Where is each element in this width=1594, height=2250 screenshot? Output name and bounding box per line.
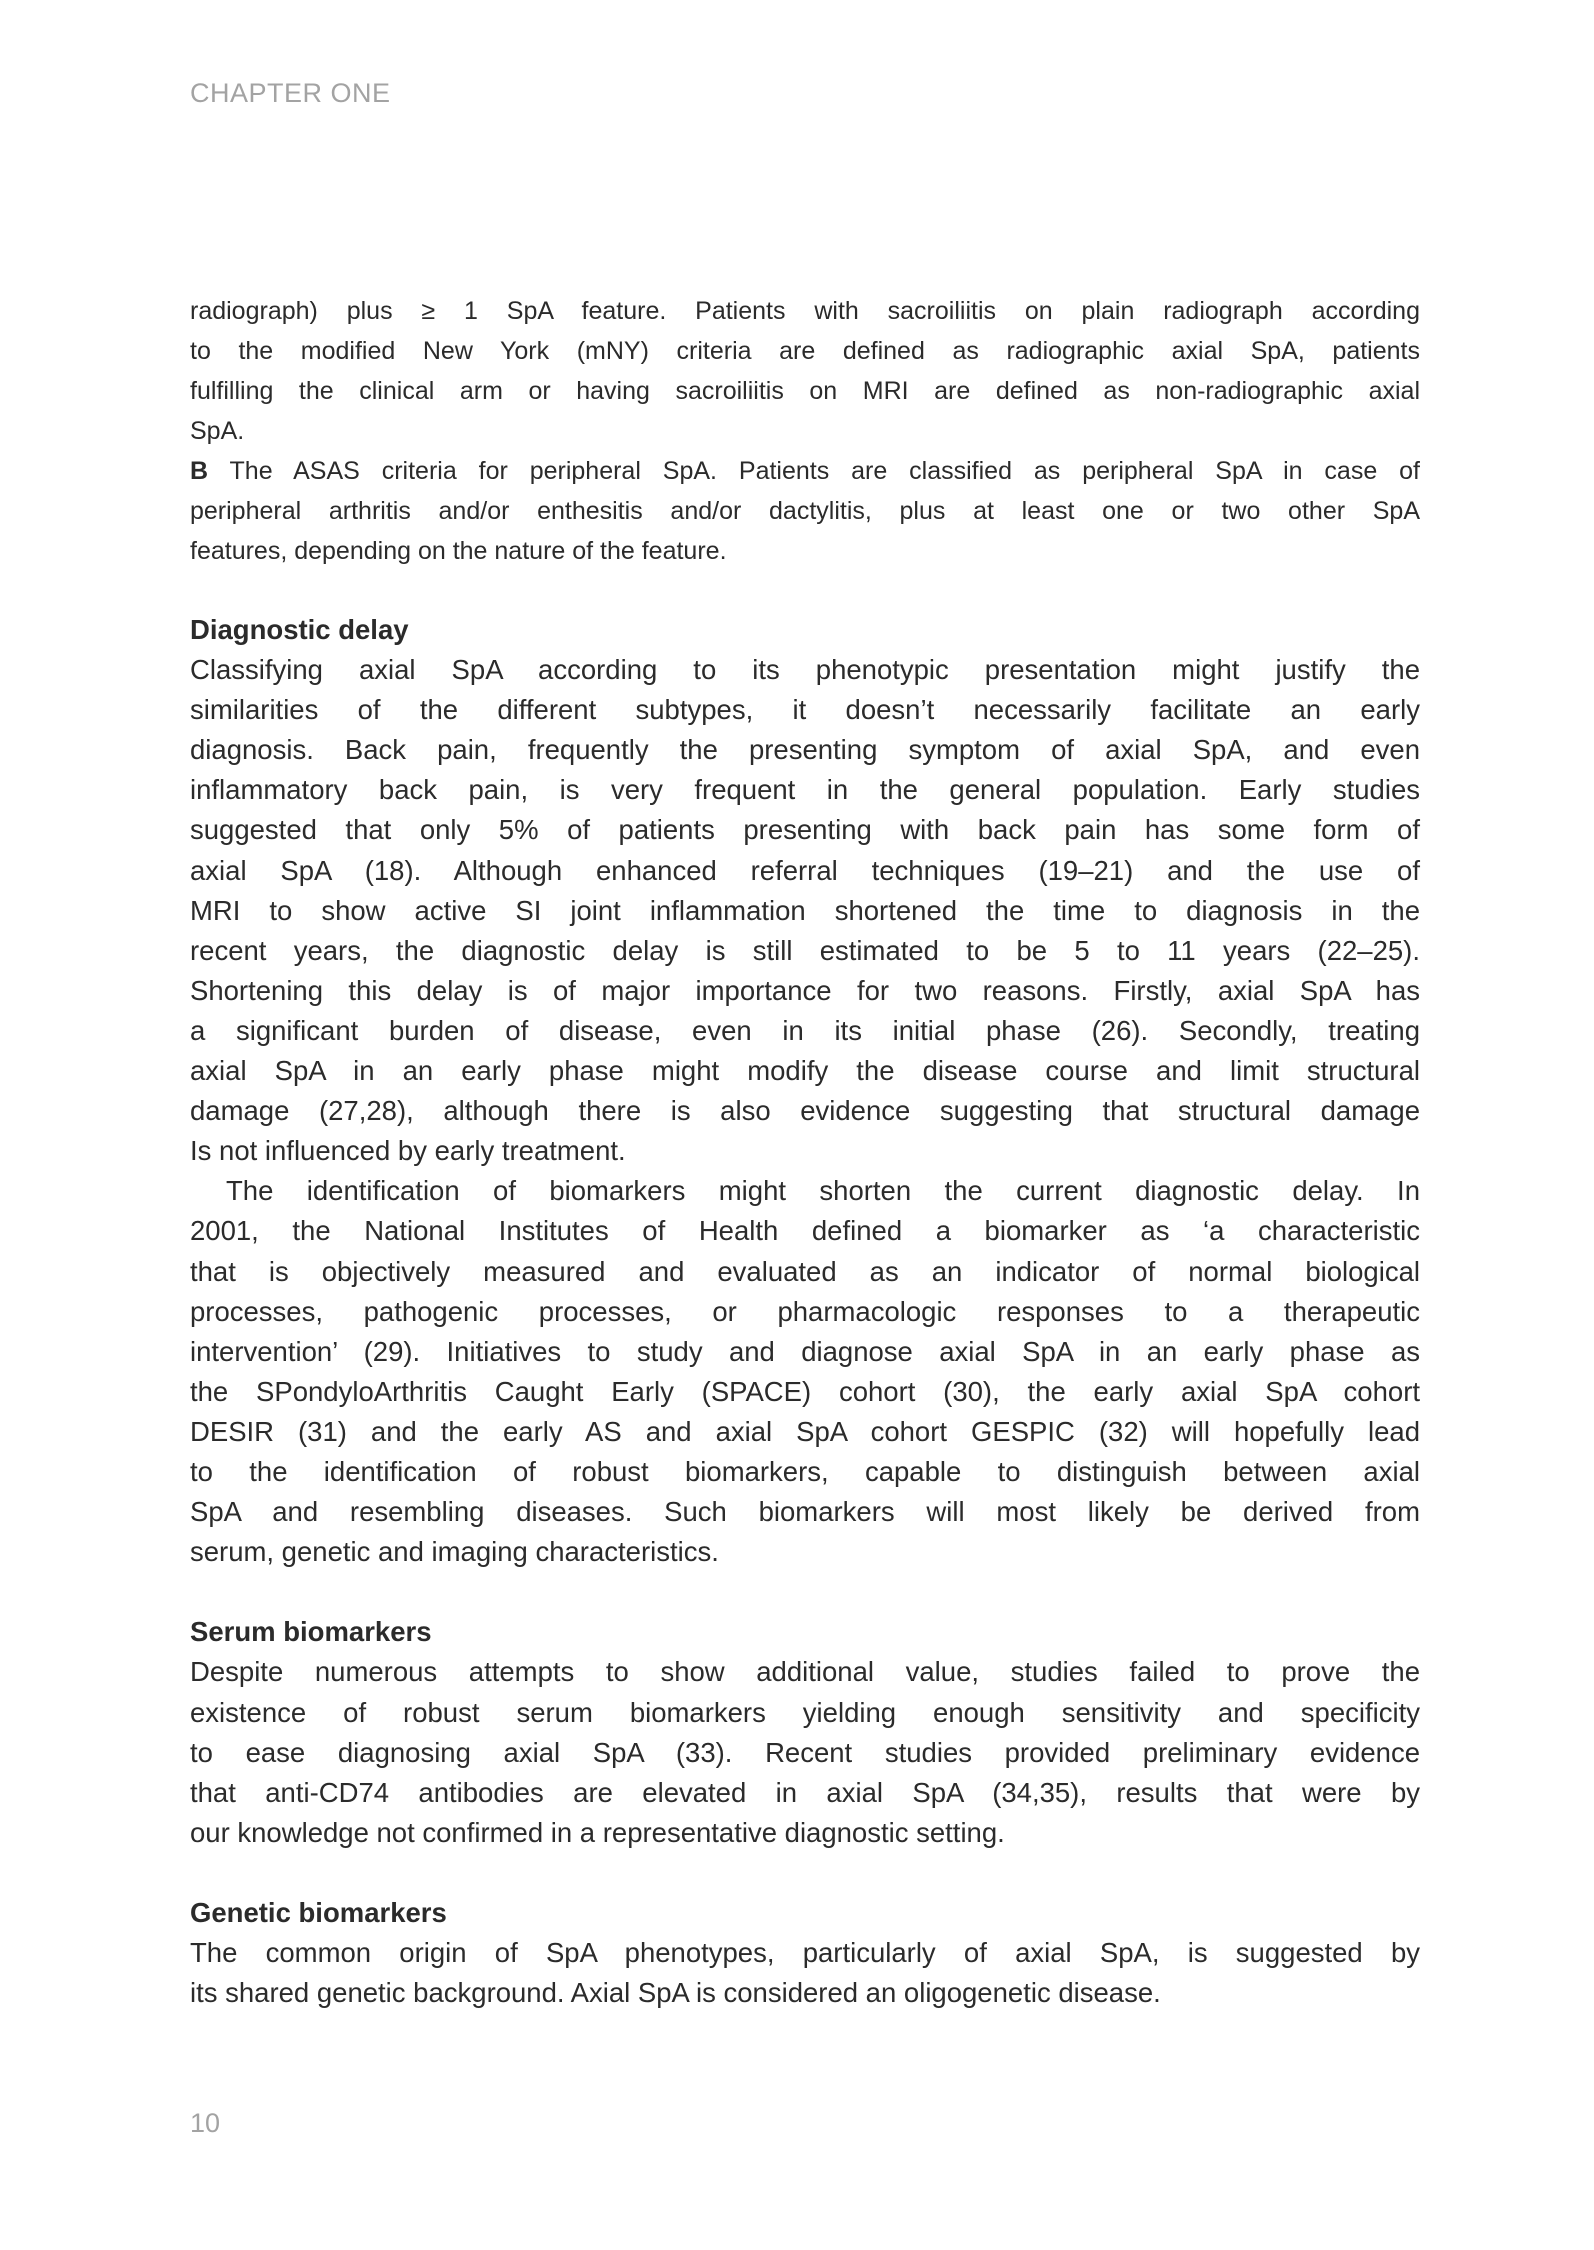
body-line: recent years, the diagnostic delay is still estimated to be 5 to 11 years (22–25). [190, 934, 1420, 966]
body-line: inflammatory back pain, is very frequent in the general population. Early studies [190, 774, 1420, 806]
caption-line [190, 531, 1420, 571]
running-head: CHAPTER ONE [190, 78, 391, 108]
body-line: its shared genetic background. Axial SpA is considered an oligogenetic disease. [190, 1977, 1161, 2009]
body-text [190, 610, 1420, 2013]
body-line: intervention’ (29). Initiatives to study and diagnose axial SpA in an early phase as [190, 1335, 1420, 1367]
body-line: SpA and resembling diseases. Such biomarkers will most likely be derived from [190, 1496, 1420, 1528]
section-heading: Serum biomarkers [190, 1616, 432, 1648]
panel-label: B [190, 457, 209, 485]
caption-line: to the modified New York (mNY) criteria are defined as radiographic axial SpA, patients [190, 337, 1420, 365]
caption-line [190, 491, 1420, 531]
body-line: a significant burden of disease, even in its initial phase (26). Secondly, treating [190, 1014, 1420, 1046]
body-line: axial SpA in an early phase might modify the disease course and limit structural [190, 1055, 1420, 1087]
body-line: the SPondyloArthritis Caught Early (SPACE) cohort (30), the early axial SpA cohort [190, 1375, 1420, 1407]
caption-text: peripheral arthritis and/or enthesitis and/or dactylitis, plus at least one or two other SpA [190, 497, 1420, 525]
caption-line: radiograph) plus ≥ 1 SpA feature. Patients with sacroiliitis on plain radiograph according [190, 297, 1420, 325]
body-line: existence of robust serum biomarkers yielding enough sensitivity and specificity [190, 1696, 1420, 1728]
body-line: to ease diagnosing axial SpA (33). Recent studies provided preliminary evidence [190, 1736, 1420, 1768]
body-line: Is not influenced by early treatment. [190, 1135, 626, 1167]
body-line: that is objectively measured and evaluated as an indicator of normal biological [190, 1255, 1420, 1287]
section-heading: Genetic biomarkers [190, 1897, 447, 1928]
body-line: Classifying axial SpA according to its phenotypic presentation might justify the [190, 654, 1420, 686]
caption-text: features, depending on the nature of the feature. [190, 537, 727, 565]
body-line: serum, genetic and imaging characteristics. [190, 1536, 719, 1568]
section-heading: Diagnostic delay [190, 614, 409, 645]
caption-text: The ASAS criteria for peripheral SpA. Patients are classified as peripheral SpA in case of [229, 457, 1420, 485]
body-line: MRI to show active SI joint inflammation shortened the time to diagnosis in the [190, 894, 1420, 926]
figure-caption [190, 291, 1420, 571]
body-line: DESIR (31) and the early AS and axial SpA cohort GESPIC (32) will hopefully lead [190, 1415, 1420, 1447]
page-number: 10 [190, 2108, 221, 2138]
body-line: processes, pathogenic processes, or pharmacologic responses to a therapeutic [190, 1295, 1420, 1327]
caption-line: SpA. [190, 417, 245, 445]
body-line: diagnosis. Back pain, frequently the presenting symptom of axial SpA, and even [190, 734, 1420, 766]
body-line: Shortening this delay is of major importance for two reasons. Firstly, axial SpA has [190, 974, 1420, 1006]
body-line: Despite numerous attempts to show additional value, studies failed to prove the [190, 1656, 1420, 1688]
body-line: The identification of biomarkers might shorten the current diagnostic delay. In [226, 1175, 1420, 1207]
body-line: similarities of the different subtypes, it doesn’t necessarily facilitate an early [190, 694, 1420, 726]
body-line: to the identification of robust biomarkers, capable to distinguish between axial [190, 1455, 1420, 1487]
body-line: damage (27,28), although there is also evidence suggesting that structural damage [190, 1095, 1420, 1127]
body-line: suggested that only 5% of patients presenting with back pain has some form of [190, 814, 1420, 846]
caption-line: fulfilling the clinical arm or having sacroiliitis on MRI are defined as non-radiographic axial [190, 377, 1420, 405]
body-line: The common origin of SpA phenotypes, particularly of axial SpA, is suggested by [190, 1937, 1420, 1969]
body-line: that anti-CD74 antibodies are elevated in axial SpA (34,35), results that were by [190, 1776, 1420, 1808]
body-line: our knowledge not confirmed in a representative diagnostic setting. [190, 1816, 1005, 1848]
body-line: axial SpA (18). Although enhanced referral techniques (19–21) and the use of [190, 854, 1420, 886]
caption-line [190, 451, 1420, 491]
body-line: 2001, the National Institutes of Health defined a biomarker as ‘a characteristic [190, 1215, 1420, 1247]
